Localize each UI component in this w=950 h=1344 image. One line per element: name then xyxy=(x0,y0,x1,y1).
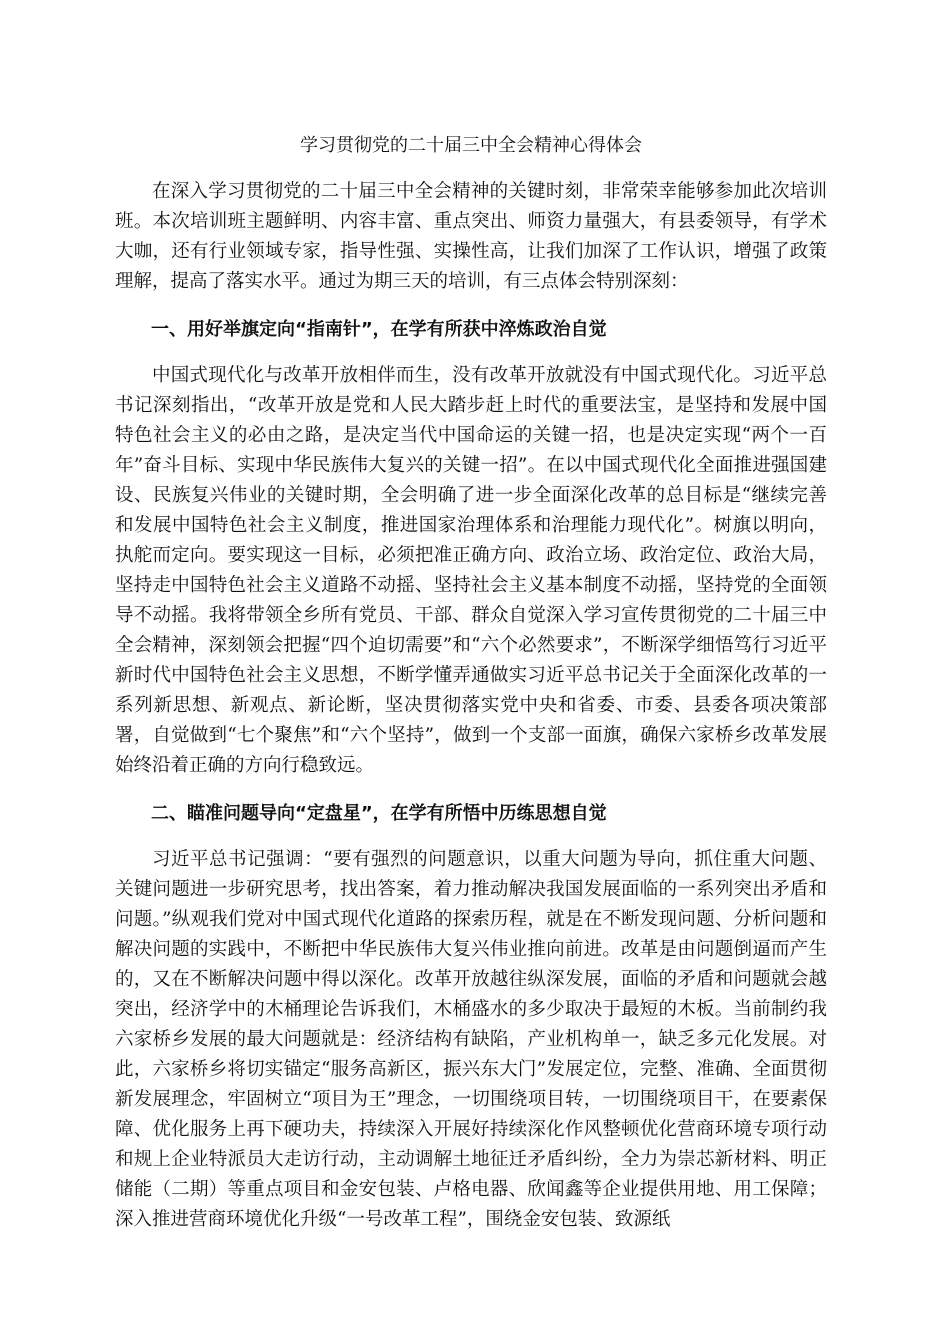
intro-paragraph: 在深入学习贯彻党的二十届三中全会精神的关键时刻，非常荣幸能够参加此次培训班。本次培训班主题鲜明、内容丰富、重点突出、师资力量强大，有县委领导，有学术大咖，还有行业领域专家，指导性强、实操性高，让我们加深了工作认识，增强了政策理解，提高了落实水平。通过为期三天的培训，有三点体会特别深刻： xyxy=(115,181,827,292)
section-1-heading: 一、用好举旗定向“指南针”，在学有所获中淬炼政治自觉 xyxy=(151,319,607,340)
section-1-body: 中国式现代化与改革开放相伴而生，没有改革开放就没有中国式现代化。习近平总书记深刻指出，“改革开放是党和人民大踏步赶上时代的重要法宝，是坚持和发展中国特色社会主义的必由之路，是决定当代中国命运的关键一招，也是决定实现“两个一百年”奋斗目标、实现中华民族伟大复兴的关键一招”。在以中国式现代化全面推进强国建设、民族复兴伟业的关键时期，全会明确了进一步全面深化改革的总目标是“继续完善和发展中国特色社会主义制度，推进国家治理体系和治理能力现代化”。树旗以明向，执舵而定向。要实现这一目标，必须把准正确方向、政治立场、政治定位、政治大局，坚持走中国特色社会主义道路不动摇、坚持社会主义基本制度不动摇，坚持党的全面领导不动摇。我将带领全乡所有党员、干部、群众自觉深入学习宣传贯彻党的二十届三中全会精神，深刻领会把握“四个迫切需要”和“六个必然要求”，不断深学细悟笃行习近平新时代中国特色社会主义思想，不断学懂弄通做实习近平总书记关于全面深化改革的一系列新思想、新观点、新论断，坚决贯彻落实党中央和省委、市委、县委各项决策部署，自觉做到“七个聚焦”和“六个坚持”，做到一个支部一面旗，确保六家桥乡改革发展始终沿着正确的方向行稳致远。 xyxy=(115,365,827,776)
document-title: 学习贯彻党的二十届三中全会精神心得体会 xyxy=(300,135,642,156)
section-2-heading: 二、瞄准问题导向“定盘星”，在学有所悟中历练思想自觉 xyxy=(151,803,607,824)
section-2-body: 习近平总书记强调：“要有强烈的问题意识，以重大问题为导向，抓住重大问题、关键问题进一步研究思考，找出答案，着力推动解决我国发展面临的一系列突出矛盾和问题。”纵观我们党对中国式现代化道路的探索历程，就是在不断发现问题、分析问题和解决问题的实践中，不断把中华民族伟大复兴伟业推向前进。改革是由问题倒逼而产生的，又在不断解决问题中得以深化。改革开放越往纵深发展，面临的矛盾和问题就会越突出，经济学中的木桶理论告诉我们，木桶盛水的多少取决于最短的木板。当前制约我六家桥乡发展的最大问题就是：经济结构有缺陷，产业机构单一，缺乏多元化发展。对此，六家桥乡将切实锚定“服务高新区，振兴东大门”发展定位，完整、准确、全面贯彻新发展理念，牢固树立“项目为王”理念，一切围绕项目转，一切围绕项目干，在要素保障、优化服务上再下硬功夫，持续深入开展好持续深化作风整顿优化营商环境专项行动和规上企业特派员大走访行动，主动调解土地征迁矛盾纠纷，全力为崇芯新材料、明正储能（二期）等重点项目和金安包装、卢格电器、欣闻鑫等企业提供用地、用工保障；深入推进营商环境优化升级“一号改革工程”，围绕金安包装、致源纸 xyxy=(115,849,827,1230)
document-page xyxy=(115,133,827,1235)
